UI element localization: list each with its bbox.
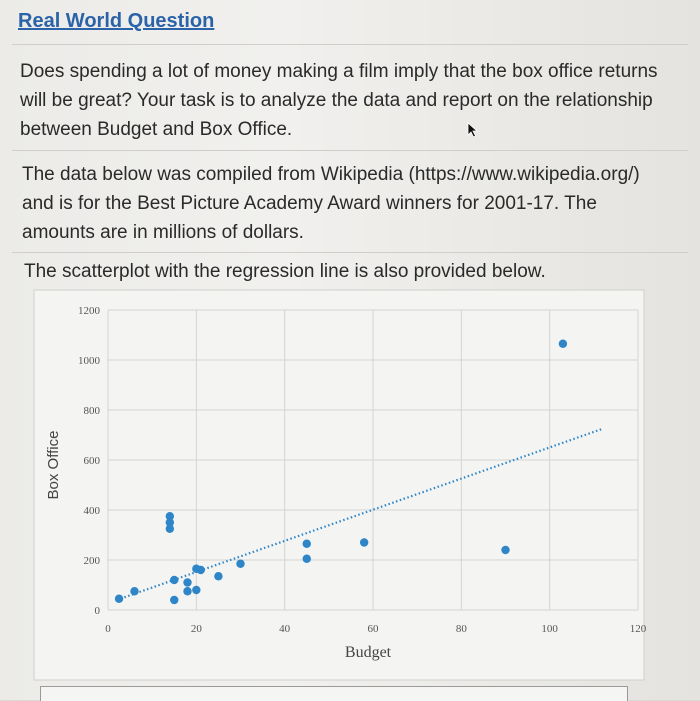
question-paragraph-2: The data below was compiled from Wikipedia (https://www.wikipedia.org/) and is for the Best Picture Academy Award winners for 2001-17. The amounts are in millions of dollars. <box>22 164 640 243</box>
data-point <box>130 587 138 595</box>
x-tick-label: 40 <box>279 623 291 635</box>
question-paragraph-1: Does spending a lot of money making a film imply that the box office returns will be great? Your task is to analyze the data and report on the relationship between Budget and Box Office. <box>20 61 658 140</box>
data-point <box>236 560 244 568</box>
question-title: Real World Question <box>18 10 215 32</box>
data-point <box>170 576 178 584</box>
paragraph-divider-1 <box>12 150 688 151</box>
data-point <box>115 595 123 603</box>
y-tick-label: 1000 <box>78 355 100 367</box>
data-point <box>192 586 200 594</box>
paragraph-divider-2 <box>12 252 688 253</box>
y-tick-label: 800 <box>83 405 100 417</box>
y-tick-label: 400 <box>83 505 100 517</box>
x-tick-label: 0 <box>105 623 111 635</box>
scatterplot <box>34 290 647 680</box>
x-tick-label: 80 <box>455 623 467 635</box>
data-point <box>166 525 174 533</box>
y-tick-label: 1200 <box>78 305 100 317</box>
title-divider <box>12 44 688 45</box>
data-point <box>183 578 191 586</box>
data-point <box>303 540 311 548</box>
y-tick-label: 600 <box>83 455 100 467</box>
y-axis-label: Box Office <box>45 430 62 500</box>
x-tick-label: 120 <box>629 623 647 635</box>
data-point <box>360 538 368 546</box>
x-tick-label: 100 <box>541 623 558 635</box>
x-axis-label: Budget <box>344 644 392 661</box>
x-tick-label: 20 <box>190 623 202 635</box>
x-tick-label: 60 <box>367 623 379 635</box>
data-point <box>303 555 311 563</box>
scatterplot-container <box>34 290 647 680</box>
data-point <box>214 572 222 580</box>
data-point <box>170 596 178 604</box>
question-paragraph-3: The scatterplot with the regression line is also provided below. <box>24 261 546 282</box>
y-tick-label: 0 <box>94 605 100 617</box>
data-point <box>501 546 509 554</box>
y-tick-label: 200 <box>83 555 100 567</box>
data-table-top <box>40 686 628 701</box>
data-point <box>559 340 567 348</box>
data-point <box>197 566 205 574</box>
data-point <box>183 587 191 595</box>
